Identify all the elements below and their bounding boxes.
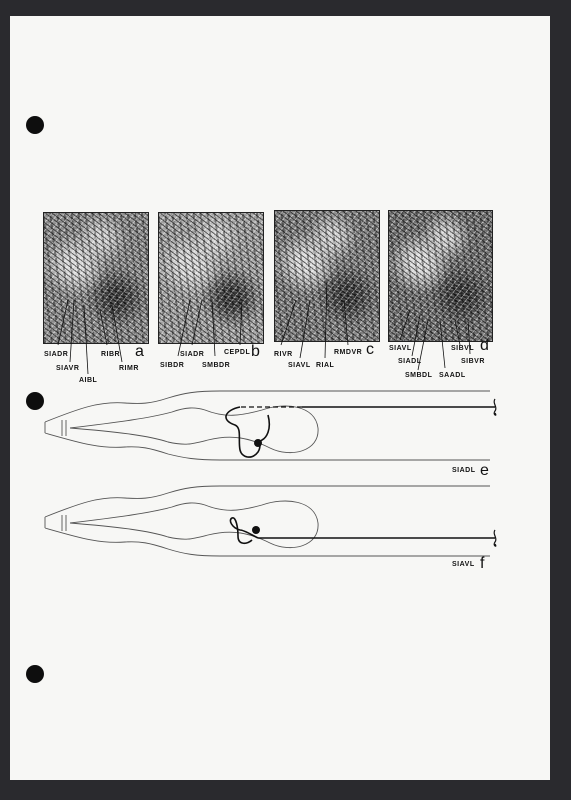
label-c-rivr: RIVR <box>274 351 293 358</box>
diagram-e-letter: e <box>480 462 489 479</box>
label-b-smbdr: SMBDR <box>202 362 231 369</box>
label-c-siavl: SIAVL <box>288 362 311 369</box>
neuron-siavl <box>230 518 495 546</box>
label-d-siadl: SIADL <box>398 358 422 365</box>
label-d-saadl: SAADL <box>439 372 466 379</box>
leader-lines-a <box>58 300 122 374</box>
label-a-rimr: RIMR <box>119 365 139 372</box>
panel-letter-d: d <box>480 337 489 354</box>
label-d-sibvl: SIBVL <box>451 345 475 352</box>
label-d-siavl: SIAVL <box>389 345 412 352</box>
label-d-smbdl: SMBDL <box>405 372 433 379</box>
label-c-rial: RIAL <box>316 362 335 369</box>
worm-outline-f <box>45 486 490 556</box>
diagram-e-neuron-name: SIADL <box>452 467 476 474</box>
leader-lines-c <box>281 280 348 358</box>
label-b-cepdl: CEPDL <box>224 349 251 356</box>
worm-outline-e <box>45 391 490 460</box>
label-a-aibl: AIBL <box>79 377 98 384</box>
label-b-siadr: SIADR <box>180 351 205 358</box>
label-a-siavr: SIAVR <box>56 365 80 372</box>
label-b-sibdr: SIBDR <box>160 362 185 369</box>
leader-lines-b <box>178 300 242 356</box>
panel-letter-c: c <box>366 341 374 358</box>
label-c-rmdvr: RMDVR <box>334 349 363 356</box>
panel-letter-a: a <box>135 343 144 360</box>
diagram-f-letter: f <box>480 555 485 572</box>
label-a-ribr: RIBR <box>101 351 121 358</box>
panel-letter-b: b <box>251 343 260 360</box>
label-a-siadr: SIADR <box>44 351 69 358</box>
label-d-sibvr: SIBVR <box>461 358 485 365</box>
diagram-f-neuron-name: SIAVL <box>452 561 475 568</box>
neuron-siadl <box>226 399 496 457</box>
